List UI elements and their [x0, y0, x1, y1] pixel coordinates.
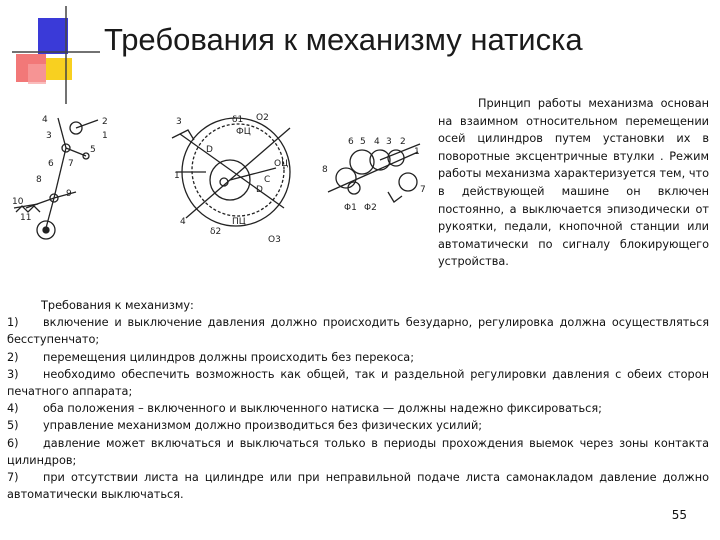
left-diagram-label: 1: [102, 131, 108, 141]
middle-diagram-label: 1: [174, 171, 180, 181]
lever-mechanism-diagram: [6, 108, 118, 250]
left-diagram-label: 5: [90, 145, 96, 155]
eccentric-bushing-diagram: [166, 108, 300, 248]
left-diagram-label: 6: [48, 159, 54, 169]
requirement-item: [7, 349, 709, 366]
right-diagram-label: 7: [420, 185, 426, 195]
requirement-item: [7, 435, 709, 469]
requirement-text: при отсутствии листа на цилиндре или при неправильной подаче листа самонакладом давление должно автоматически выключаться.: [7, 471, 709, 502]
left-diagram-label: 10: [12, 197, 24, 207]
requirement-number: 3): [7, 367, 19, 381]
requirement-number: 6): [7, 436, 19, 450]
right-diagram-label: 5: [360, 137, 366, 147]
right-diagram-label: 3: [386, 137, 392, 147]
right-diagram-label: 1: [414, 147, 420, 157]
requirement-item: [7, 366, 709, 400]
requirement-text: включение и выключение давления должно происходить безударно, регулировка должна осуществляться бесступенчато;: [7, 316, 709, 347]
principle-text: Принцип работы механизма основан на взаимном относительном перемещении осей цилиндров путем установки их в поворотные эксцентричные втулки . Режим работы механизма характеризуется тем, что в действующей машине он включен постоянно, а выключается эпизодически от рукоятки, педали, кнопочной станции или автоматически по сигналу блокирующего устройства.: [438, 97, 709, 269]
requirement-text: управление механизмом должно производиться без физических усилий;: [43, 419, 483, 433]
middle-diagram-label: D: [256, 185, 263, 195]
left-diagram-label: 3: [46, 131, 52, 141]
right-diagram-label: 8: [322, 165, 328, 175]
requirement-text: необходимо обеспечить возможность как общей, так и раздельной регулировки давления с обеих сторон печатного аппарата;: [7, 367, 709, 399]
principle-description: [438, 95, 709, 271]
middle-diagram-label: 4: [180, 217, 186, 227]
middle-diagram-label: ОЦ: [274, 159, 289, 169]
left-diagram-label: 2: [102, 117, 108, 127]
left-diagram-label: 8: [36, 175, 42, 185]
requirement-item: [7, 314, 709, 348]
cylinder-arrangement-diagram: [318, 132, 430, 216]
middle-diagram-label: δ1: [232, 115, 244, 125]
middle-diagram-label: ФЦ: [236, 127, 251, 137]
requirement-text: давление может включаться и выключаться только в периоды прохождения выемок через зоны контакта цилиндров;: [7, 436, 709, 467]
requirement-number: 1): [7, 316, 19, 330]
requirement-text: перемещения цилиндров должны происходить без перекоса;: [43, 350, 415, 364]
middle-diagram-label: O2: [256, 113, 269, 123]
requirement-item: [7, 417, 709, 434]
left-diagram-label: 11: [20, 213, 32, 223]
middle-diagram-label: 3: [176, 117, 182, 127]
page-number: 55: [671, 508, 687, 522]
right-diagram-label: Φ2: [364, 203, 377, 213]
requirement-number: 4): [7, 402, 19, 416]
left-diagram-label: 9: [66, 189, 72, 199]
left-diagram-labels: [12, 115, 108, 223]
requirements-heading: Требования к механизму:: [41, 299, 194, 312]
right-diagram-label: 4: [374, 137, 380, 147]
corner-decoration: [0, 0, 110, 110]
requirement-number: 5): [7, 419, 19, 433]
middle-diagram-label: δ2: [210, 227, 222, 237]
requirement-text: оба положения – включенного и выключенного натиска — должны надежно фиксироваться;: [43, 402, 602, 416]
requirement-number: 7): [7, 471, 19, 485]
requirement-number: 2): [7, 350, 19, 364]
middle-diagram-label: O3: [268, 235, 281, 245]
slide-title: Требования к механизму натиска: [104, 22, 583, 57]
middle-diagram-label: ПЦ: [232, 217, 246, 227]
left-diagram-label: 7: [68, 159, 74, 169]
right-diagram-label: 2: [400, 137, 406, 147]
middle-diagram-label: C: [264, 175, 271, 185]
requirement-item: [7, 400, 709, 417]
right-diagram-label: Φ1: [344, 203, 357, 213]
left-diagram-label: 4: [42, 115, 48, 125]
middle-diagram-label: D: [206, 145, 213, 155]
requirements-list: [7, 297, 709, 503]
requirement-item: [7, 469, 709, 503]
right-diagram-label: 6: [348, 137, 354, 147]
